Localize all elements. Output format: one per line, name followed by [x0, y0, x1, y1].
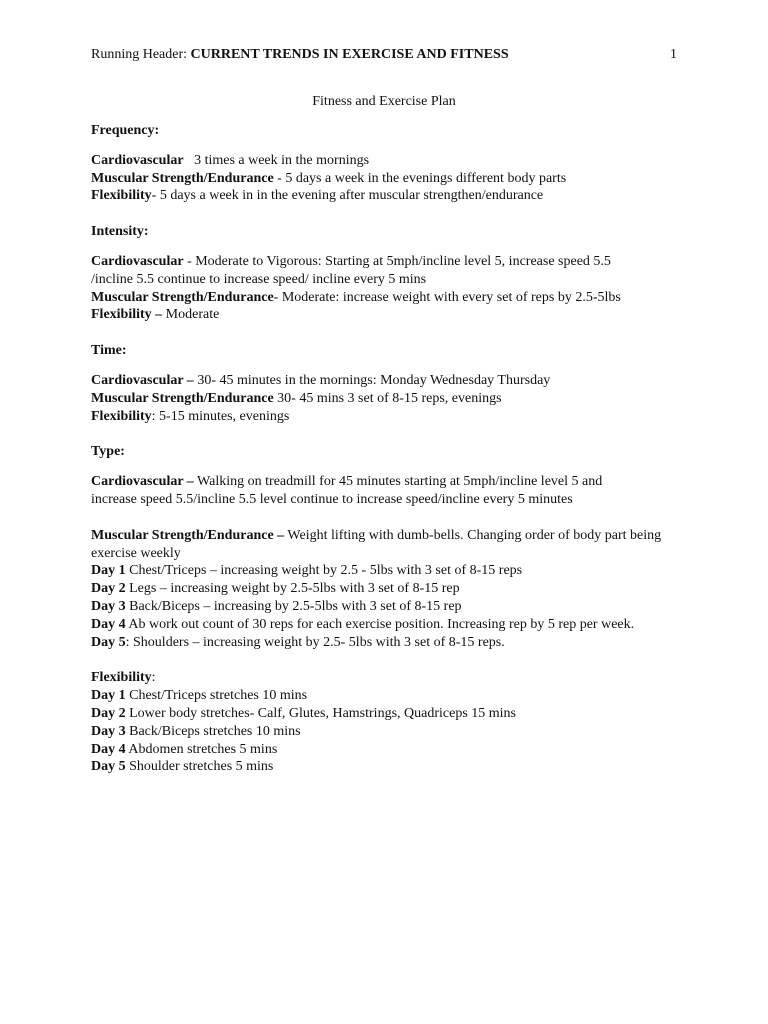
intensity-heading: Intensity:: [91, 224, 149, 240]
type-muscular: Muscular Strength/Endurance – Weight lifting with dumb-bells. Changing order of body part being exercise weekly: [91, 527, 662, 561]
type-day-5: Day 5: Shoulders – increasing weight by 2.5- 5lbs with 3 set of 8-15 reps.: [91, 634, 505, 650]
type-day-1: Day 1 Chest/Triceps – increasing weight by 2.5 - 5lbs with 3 set of 8-15 reps: [91, 563, 523, 579]
intensity-flexibility: Flexibility – Moderate: [91, 307, 220, 323]
flexibility-day-1: Day 1 Chest/Triceps stretches 10 mins: [91, 688, 308, 704]
type-day-4: Day 4 Ab work out count of 30 reps for each exercise position. Increasing rep by 5 rep per week.: [91, 616, 635, 632]
running-header-prefix: Running Header:: [91, 47, 191, 62]
intensity-muscular: Muscular Strength/Endurance- Moderate: increase weight with every set of reps by 2.5-5lbs: [91, 289, 621, 305]
time-flexibility: Flexibility: 5-15 minutes, evenings: [91, 408, 290, 424]
page-number: 1: [670, 47, 677, 62]
time-heading: Time:: [91, 343, 127, 359]
frequency-flexibility: Flexibility- 5 days a week in in the evening after muscular strengthen/endurance: [91, 188, 544, 204]
frequency-cardio: Cardiovascular 3 times a week in the mornings: [91, 152, 370, 168]
flexibility-day-2: Day 2 Lower body stretches- Calf, Glutes, Hamstrings, Quadriceps 15 mins: [91, 705, 516, 721]
document-title: Fitness and Exercise Plan: [312, 94, 456, 109]
running-header-title: CURRENT TRENDS IN EXERCISE AND FITNESS: [190, 47, 509, 62]
flexibility-day-3: Day 3 Back/Biceps stretches 10 mins: [91, 723, 301, 739]
type-day-3: Day 3 Back/Biceps – increasing by 2.5-5lbs with 3 set of 8-15 rep: [91, 598, 462, 614]
flexibility-day-4: Day 4 Abdomen stretches 5 mins: [91, 741, 278, 757]
type-cardio: Cardiovascular – Walking on treadmill for 45 minutes starting at 5mph/incline level 5 and increase speed 5.5/incline 5.5 level continue to increase speed/incline every 5 minutes: [91, 474, 603, 507]
intensity-cardio: Cardiovascular - Moderate to Vigorous: Starting at 5mph/incline level 5, increase speed 5.5 /incline 5.5 continue to increase speed/ incline every 5 mins: [91, 253, 611, 287]
running-header: [91, 46, 677, 64]
type-heading: Type:: [91, 444, 125, 460]
flexibility-day-5: Day 5 Shoulder stretches 5 mins: [91, 759, 274, 775]
time-cardio: Cardiovascular – 30- 45 minutes in the mornings: Monday Wednesday Thursday: [91, 372, 551, 388]
frequency-muscular: Muscular Strength/Endurance - 5 days a week in the evenings different body parts: [91, 170, 567, 186]
flexibility-heading: Flexibility:: [91, 670, 156, 686]
document-body: [91, 122, 691, 776]
frequency-heading: Frequency:: [91, 123, 160, 138]
time-muscular: Muscular Strength/Endurance 30- 45 mins 3 set of 8-15 reps, evenings: [91, 390, 502, 406]
type-day-2: Day 2 Legs – increasing weight by 2.5-5lbs with 3 set of 8-15 rep: [91, 581, 460, 597]
